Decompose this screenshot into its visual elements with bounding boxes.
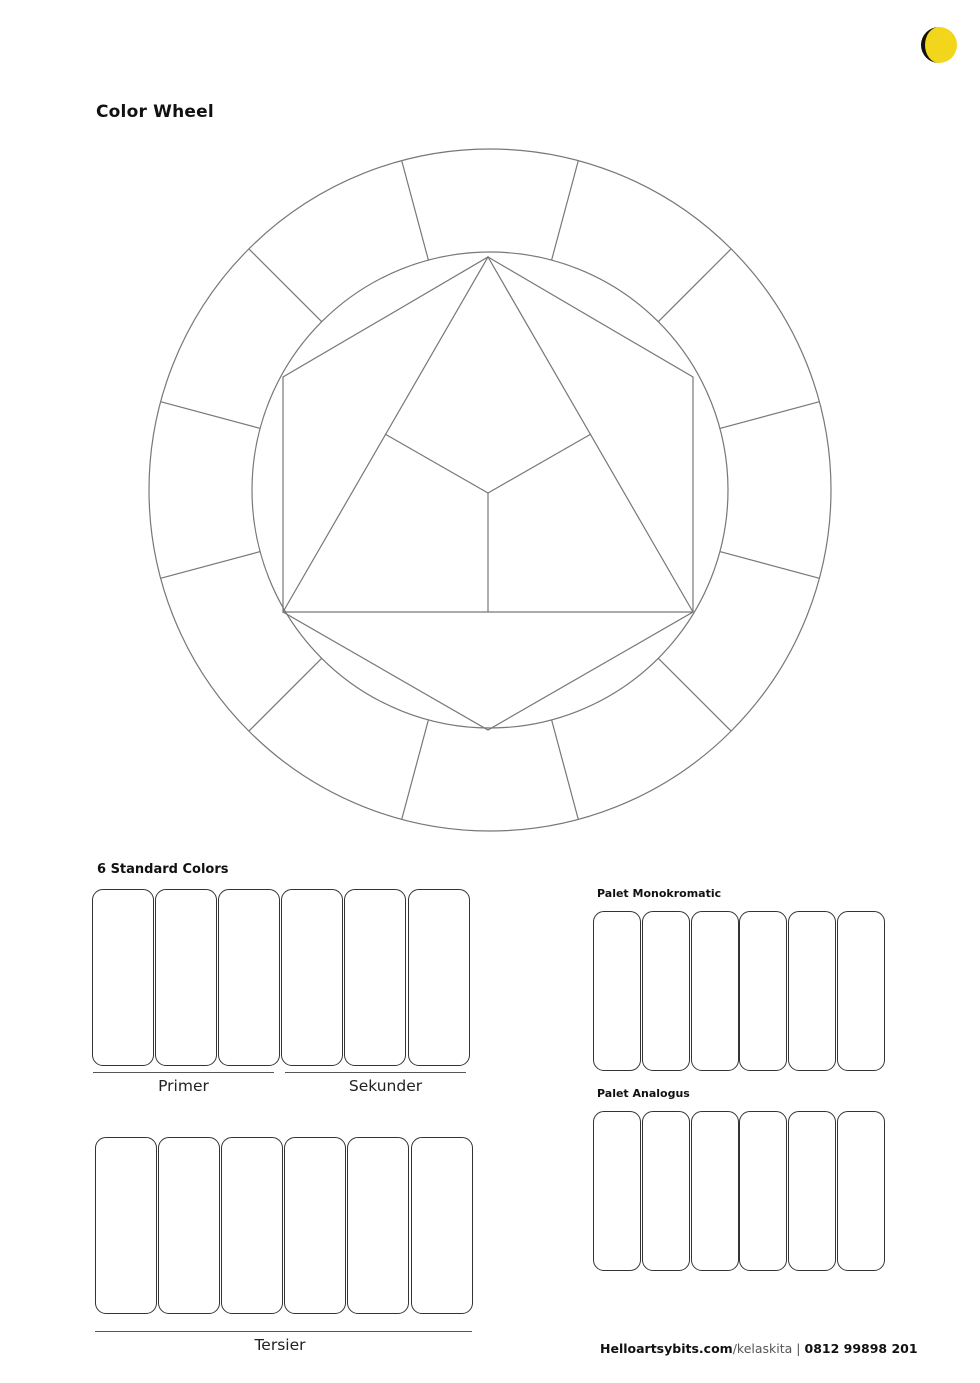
wheel-segment-divider (402, 161, 429, 261)
analogous-swatch[interactable] (691, 1111, 739, 1271)
standard-colors-heading: 6 Standard Colors (97, 862, 229, 877)
wheel-segment-divider (249, 658, 322, 731)
primer-swatch[interactable] (92, 889, 154, 1066)
analogous-swatch[interactable] (642, 1111, 690, 1271)
analogous-swatch[interactable] (837, 1111, 885, 1271)
wheel-segment-divider (161, 552, 261, 579)
analogous-swatch[interactable] (788, 1111, 836, 1271)
tersier-swatch[interactable] (221, 1137, 283, 1314)
footer-site[interactable]: Helloartsybits.com (600, 1341, 733, 1356)
color-wheel (140, 140, 840, 840)
wheel-segment-divider (552, 161, 579, 261)
wheel-segment-divider (552, 720, 579, 820)
monochromatic-swatch[interactable] (837, 911, 885, 1071)
page-title: Color Wheel (96, 102, 214, 122)
primer-swatch[interactable] (218, 889, 280, 1066)
sekunder-rule (285, 1072, 466, 1073)
tersier-swatch[interactable] (95, 1137, 157, 1314)
monochromatic-heading: Palet Monokromatic (597, 887, 722, 900)
sekunder-swatch[interactable] (281, 889, 343, 1066)
wheel-segment-divider (249, 249, 322, 322)
triangle-divider (385, 434, 488, 493)
analogous-heading: Palet Analogus (597, 1087, 690, 1100)
primer-label: Primer (158, 1077, 209, 1095)
tersier-swatch[interactable] (347, 1137, 409, 1314)
wheel-segment-divider (402, 720, 429, 820)
wheel-segment-divider (720, 552, 820, 579)
monochromatic-swatch[interactable] (739, 911, 787, 1071)
sekunder-swatch[interactable] (408, 889, 470, 1066)
moon-logo-icon (918, 24, 960, 66)
footer-separator: | (796, 1341, 801, 1356)
footer-path[interactable]: /kelaskita (732, 1341, 793, 1356)
triangle-divider (488, 434, 591, 493)
tersier-label: Tersier (254, 1336, 306, 1354)
monochromatic-swatch[interactable] (691, 911, 739, 1071)
monochromatic-swatch[interactable] (593, 911, 641, 1071)
wheel-segment-divider (720, 402, 820, 429)
monochromatic-swatch[interactable] (642, 911, 690, 1071)
wheel-inner-ring (252, 252, 728, 728)
primer-swatch[interactable] (155, 889, 217, 1066)
tersier-swatch[interactable] (158, 1137, 220, 1314)
sekunder-swatch[interactable] (344, 889, 406, 1066)
analogous-swatch[interactable] (739, 1111, 787, 1271)
sekunder-label: Sekunder (348, 1077, 423, 1095)
primer-rule (93, 1072, 274, 1073)
monochromatic-swatch[interactable] (788, 911, 836, 1071)
tersier-rule (95, 1331, 472, 1332)
wheel-segment-divider (658, 658, 731, 731)
wheel-segment-divider (161, 402, 261, 429)
analogous-swatch[interactable] (593, 1111, 641, 1271)
tersier-swatch[interactable] (284, 1137, 346, 1314)
tersier-swatch[interactable] (411, 1137, 473, 1314)
footer-contact (600, 1341, 918, 1356)
wheel-segment-divider (658, 249, 731, 322)
footer-phone: 0812 99898 201 (804, 1341, 918, 1356)
